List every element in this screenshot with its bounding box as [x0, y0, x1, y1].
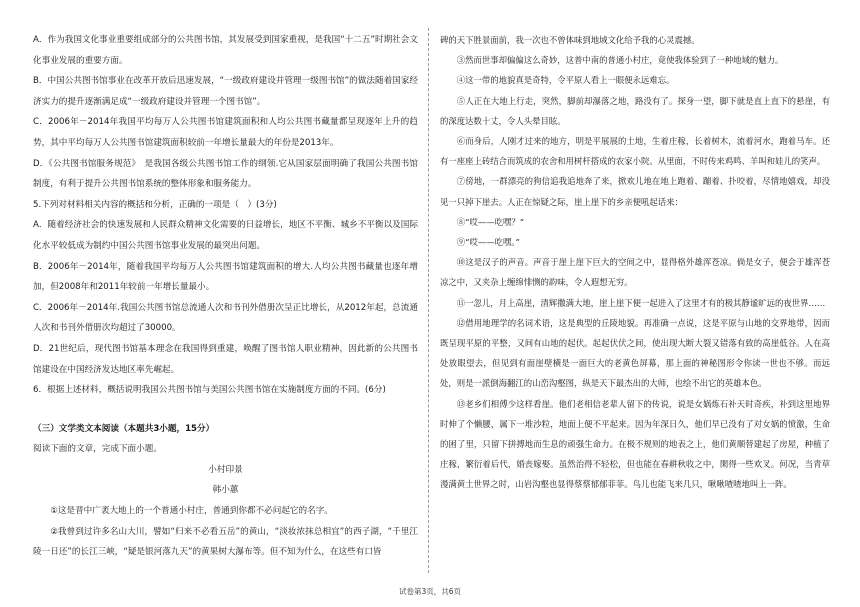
- paragraph-10: ⑩这是汉子的声音。声音于崖上崖下巨大的空间之中，显得格外雄浑苍凉。倘是女子，便会于雄浑苍凉之中，又夹杂上缠绵悱恻的韵味，令人遐想无穷。: [440, 257, 830, 288]
- question-5-option-d: D．21世纪后，现代图书馆基本理念在我国得到重建，唤醒了图书馆人职业精神，因此新的公共图书馆建设在中国经济发达地区率先崛起。: [33, 343, 418, 375]
- page-footer: 试卷第3页，共6页: [398, 587, 462, 596]
- story-title: 小村印景: [208, 464, 243, 475]
- option-d: D．《公共图书馆服务规范》 是我国各级公共图书馆工作的纲领.它从国家层面明确了我国公共图书馆制度，有利于提升公共图书馆系统的整体形象和服务能力。: [33, 158, 418, 190]
- option-b: B．中国公共图书馆事业在改革开放后迅速发展，“一级政府建设并管理一级图书馆”的做法随着国家经济实力的提升逐渐满足成“一级政府建设并管理一个图书馆”。: [33, 76, 418, 107]
- right-column: [440, 30, 830, 495]
- paragraph-2: ②我曾到过许多名山大川，譬如“归来不必看五岳”的黄山，“淡妆浓抹总相宜”的西子湖，“千里江陵一日还”的长江三峡，“疑是银河落九天”的黄果树大瀑布等。但不知为什么，在这些有口皆: [33, 526, 418, 558]
- paragraph-12: ⑫借用地理学的名词术语，这是典型的丘陵地貌。再准确一点说，这是平原与山地的交界地带，因而既呈现平原的平整，又间有山地的起伏。起起伏伏之间，使出现大断大裂又错落有致的高崖低谷。人在高处放眼望去，但见到有面崖壁横是一面巨大的老黄色屏幕，那上面的神秘图形令你读一世也不够。而远处，则是一派倒海翻江的山峦沟壑图，纵是天下最杰出的大师，也绘不出它的英雄本色。: [440, 317, 830, 389]
- paragraph-8: ⑧“哎——吃嘿？”: [456, 216, 524, 227]
- option-a: A．作为我国文化事业重要组成部分的公共图书馆，其发展受到国家重视，是我国“十二五”时期社会文化事业发展的重要方面。: [33, 35, 418, 66]
- left-column: [33, 30, 418, 563]
- paragraph-3: ③然而世事却偏偏这么奇妙，这普中南的普通小村庄，竟使我体验到了一种地域的魅力。: [456, 55, 784, 66]
- question-5: 5.下列对材料相关内容的概括和分析，正确的一项是（ ）(3分): [33, 199, 277, 210]
- paragraph-9: ⑨“哎——吃嘿。”: [456, 237, 520, 248]
- paragraph-6: ⑥而身后，人刚才过来的地方，明是平展展的土地，生着庄稼，长着树木，流着河水，跑着马车。还有一座座上砖结合而筑成的农舍和用树杆搭成的农家小院。从里面，不时传来鸡鸣、羊叫和娃儿的笑声。: [440, 136, 830, 167]
- paragraph-4: ④这一带的地貌真是奇特，令平原人看上一眼便永远难忘。: [456, 75, 675, 86]
- section-title: （三）文学类文本阅读（本题共3小题，15分）: [33, 423, 215, 434]
- paragraph-7: ⑦傍地，一群漂亮的狗信追我追地奔了来，掀欢儿地在地上跑着、蹦着、扑咬着，尽情地嬉戏，却没见一只掉下崖去。人正在惊疑之际，崖上崖下的乡亲便吼起话来：: [440, 176, 830, 207]
- paragraph-2-continued: 碑的天下胜景面前，我一次也不曾体味到地域文化给予我的心灵震撼。: [440, 35, 700, 45]
- paragraph-5: ⑤人正在大地上行走，突然，脚前却瀑落之地，路没有了。探身一望，脚下就是直上直下的悬崖，有的深度达数十丈，令人头晕目眩。: [440, 95, 830, 126]
- question-5-option-a: A．随着经济社会的快速发展和人民群众精神文化需要的日益增长，地区不平衡、城乡不平衡以及国际化水平较低成为制约中国公共图书馆事业发展的最突出问题。: [33, 220, 418, 251]
- option-c: C．2006年－2014年我国平均每万人公共图书馆建筑面积和人均公共图书藏量都呈现逐年上升的趋势，其中平均每万人公共图书馆建筑面积较前一年增长量最大的年份是2013年。: [33, 117, 418, 148]
- question-5-option-b: B．2006年－2014年，随着我国平均每万人公共图书馆建筑面积的增大.人均公共图书藏量也逐年增加，但2008年和2011年较前一年增长量最小。: [33, 261, 418, 293]
- question-5-option-c: C．2006年－2014年.我国公共图书馆总流通人次和书刊外借册次呈正比增长，从2012年起，总流通人次和书刊外借册次均超过了30000。: [33, 302, 418, 334]
- author: 韩小蕙: [212, 485, 239, 496]
- paragraph-13: ⑬老乡们相傅少这样看崖。他们老相信老辈人留下的传说，说是女娲炼石补天时奇疾，补到这里地界时伸了个懒腰，属下一堆沙粒，地面上便不平起来。因为年深日久，他们早已没有了对女娲的愤激，生命的困了里，只留下拼搏地而生息的顽强生命力。在极不规则的地表之上，他们黄顺替建起了房屋，种植了庄稼，繁衍着后代，婚丧嫁娶。虽然治得不轻松，但也能在春耕秋收之中，閑得一些欢叉。何况，当青草漫满黄土世界之时，山岩沟壑也显得蔡蔡郁郁菲菲。鸟儿也能飞来几只，啾啾喳喳地叫上一阵。: [440, 398, 830, 490]
- instruction: 阅读下面的文章，完成下面小题。: [33, 444, 162, 455]
- question-6: 6．根据上述材料，概括说明我国公共图书馆与美国公共图书馆在实施制度方面的不同。(6分): [33, 385, 386, 396]
- paragraph-11: ⑪一忽儿，月上高崖，清辉撒满大地，崖上崖下便一起进入了这里才有的极其静谧旷远的夜世界……: [456, 297, 826, 308]
- column-divider: [428, 28, 429, 573]
- paragraph-1: ①这是晋中广袤大地上的一个普通小村庄，普通到你都不必问起它的名字。: [50, 506, 333, 517]
